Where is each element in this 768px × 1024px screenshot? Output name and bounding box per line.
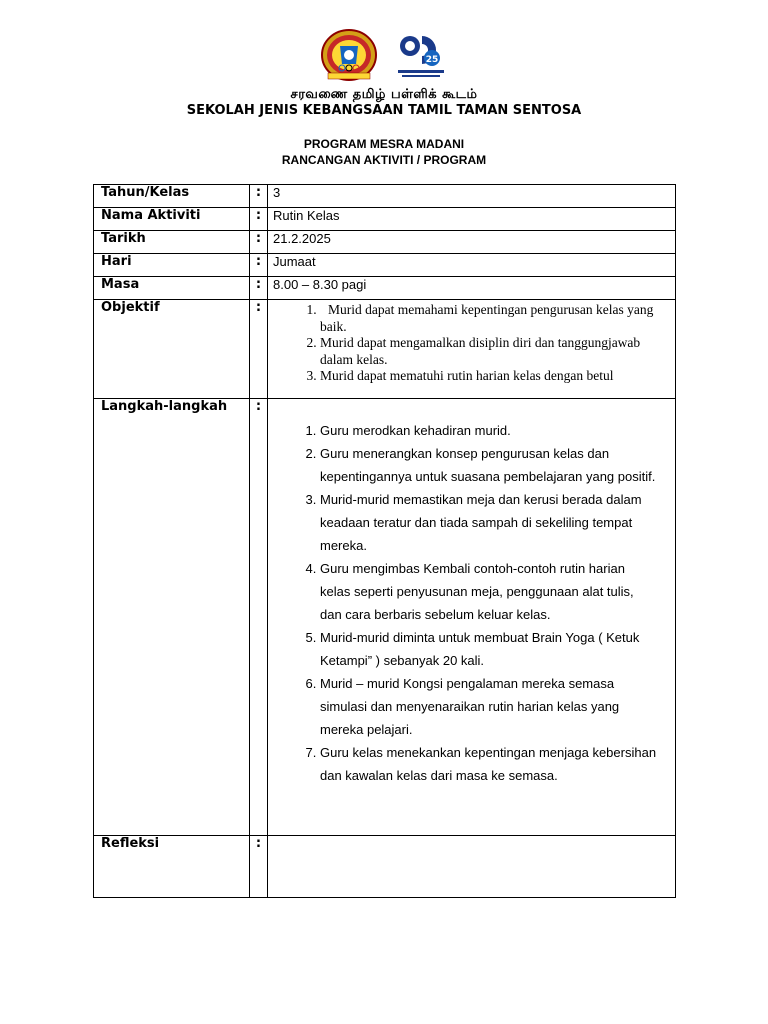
list-item: 3. Murid-murid memastikan meja dan kerusi berada dalam keadaan teratur dan tiada sampah di sekeliling tempat mereka. [320,488,657,557]
row-label: Langkah-langkah [94,399,250,836]
program-subtitle: RANCANGAN AKTIVITI / PROGRAM [281,153,487,167]
header-logos [320,28,450,82]
school-name: SEKOLAH JENIS KEBANGSAAN TAMIL TAMAN SENTOSA [186,103,582,118]
colon: : [250,231,268,254]
row-value: Rutin Kelas [268,208,676,231]
list-item: 1. Murid dapat memahami kepentingan pengurusan kelas yang baik. [320,302,667,335]
objective-list [268,302,675,385]
school-crest-logo [320,28,378,82]
table-row-objektif [94,300,676,399]
row-label: Objektif [94,300,250,399]
row-value: 3 [268,185,676,208]
school-name-tamil: சரவணை தமிழ் பள்ளிக் கூடம் [290,87,478,102]
colon: : [250,399,268,836]
reflection-value [268,836,675,897]
table-row-hari [94,254,676,277]
list-item: 2. Guru menerangkan konsep pengurusan kelas dan kepentingannya untuk suasana pembelajaran yang positif. [320,442,657,488]
list-item: 3. Murid dapat mematuhi rutin harian kelas dengan betul [320,368,667,385]
list-item: 5. Murid-murid diminta untuk membuat Brain Yoga ( Ketuk Ketampi” ) sebanyak 20 kali. [320,626,657,672]
list-item: 7. Guru kelas menekankan kepentingan menjaga kebersihan dan kawalan kelas dari masa ke semasa. [320,741,657,787]
row-label: Refleksi [94,836,250,898]
table-row-refleksi [94,836,676,898]
activity-plan-table [93,184,676,898]
row-value: 21.2.2025 [268,231,676,254]
table-row-tarikh [94,231,676,254]
steps-cell [268,399,676,836]
row-value: Jumaat [268,254,676,277]
table-row-langkah [94,399,676,836]
colon: : [250,185,268,208]
steps-list [268,419,675,787]
program-title: PROGRAM MESRA MADANI [303,137,465,151]
list-item: 6. Murid – murid Kongsi pengalaman mereka semasa simulasi dan menyenaraikan rutin harian kelas yang mereka pelajari. [320,672,657,741]
table-row-masa [94,277,676,300]
row-label: Hari [94,254,250,277]
table-row-nama-aktiviti [94,208,676,231]
row-label: Nama Aktiviti [94,208,250,231]
objective-cell [268,300,676,399]
colon: : [250,300,268,399]
row-value: 8.00 – 8.30 pagi [268,277,676,300]
colon: : [250,277,268,300]
table-row-tahun [94,185,676,208]
colon: : [250,254,268,277]
colon: : [250,208,268,231]
svg-text:25: 25 [425,55,439,65]
list-item: 4. Guru mengimbas Kembali contoh-contoh rutin harian kelas seperti penyusunan meja, penggunaan alat tulis, dan cara berbaris sebelum keluar kelas. [320,557,657,626]
list-item: 1. Guru merodkan kehadiran murid. [320,419,657,442]
list-item: 2. Murid dapat mengamalkan disiplin diri dan tanggungjawab dalam kelas. [320,335,667,368]
anniversary-logo [396,32,446,80]
row-label: Tarikh [94,231,250,254]
reflection-cell[interactable] [268,836,676,898]
row-label: Tahun/Kelas [94,185,250,208]
colon: : [250,836,268,898]
row-label: Masa [94,277,250,300]
